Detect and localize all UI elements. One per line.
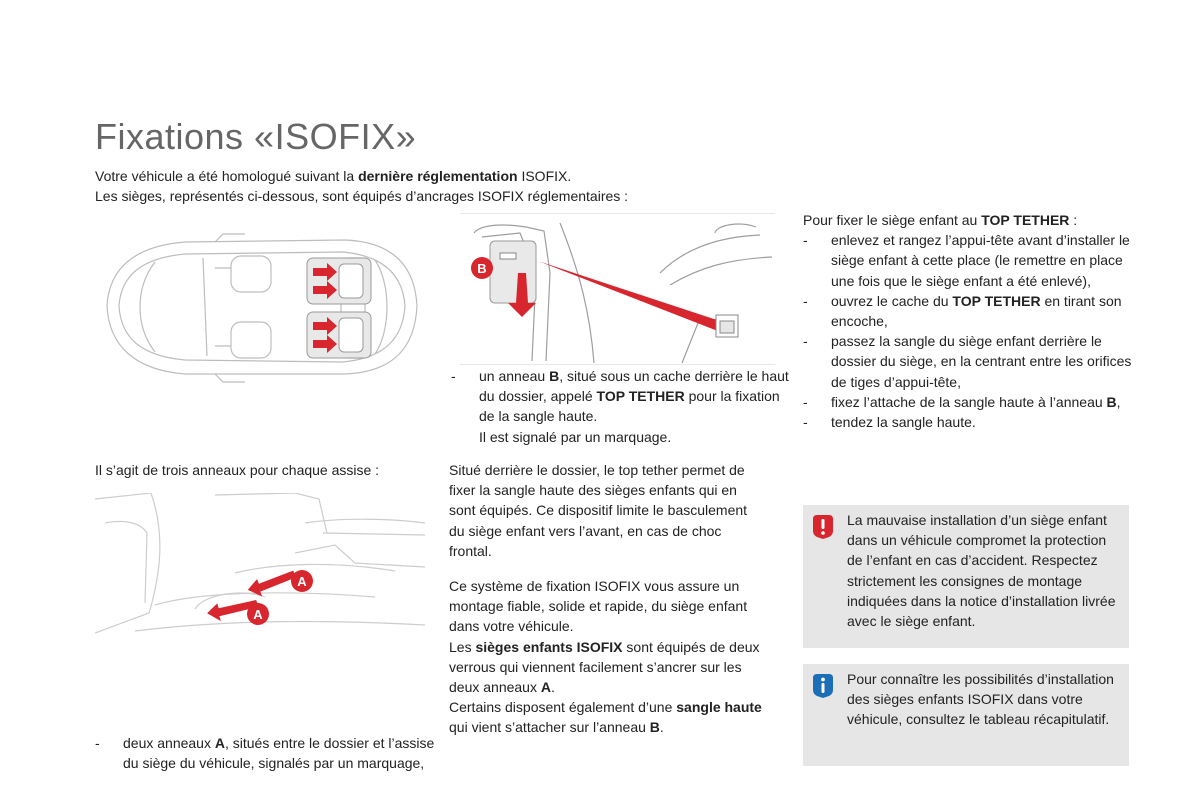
step-item: - enlevez et rangez l’appui-tête avant d’installer le siège enfant à cette place (le remettre en place une fois que le siège enfant a été enlevé), (803, 232, 1130, 289)
seat-rings-illustration (95, 493, 425, 641)
info-icon (813, 674, 833, 698)
page-title: Fixations «ISOFIX» (95, 116, 417, 157)
step-item: - passez la sangle du siège enfant derrière le dossier du siège, en la centrant entre les orifices de tiges d’appui-tête, (803, 333, 1132, 390)
top-tether-steps (803, 210, 1133, 432)
three-rings-text: Il s’agit de trois anneaux pour chaque assise : (95, 462, 380, 478)
warning-text: La mauvaise installation d’un siège enfant dans un véhicule compromet la protection de l’enfant en cas d’accident. Respectez strictement les consignes de montage indiquées dans la notice d’installation livrée avec le siège enfant. (847, 512, 1116, 630)
step-item: - fixez l’attache de la sangle haute à l’anneau B, (803, 393, 1121, 410)
isofix-system-text: Ce système de fixation ISOFIX vous assure un montage fiable, solide et rapide, du siège enfant dans votre véhicule. Les sièges enfants ISOFIX sont équipés de deux verrous qui viennent facilement s’ancrer sur les deux anneaux A. Certains disposent également d’une sangle haute qui vient s’attacher sur l’anneau B. (449, 578, 762, 736)
step-item: - ouvrez le cache du TOP TETHER en tirant son encoche, (803, 292, 1122, 330)
car-top-view-illustration (95, 228, 425, 388)
ring-a-label-2: A (253, 607, 263, 622)
ring-a-label: A (297, 574, 307, 589)
intro-text: Votre véhicule a été homologué suivant la dernière réglementation ISOFIX. Les sièges, représentés ci-dessous, sont équipés d’ancrages ISOFIX réglementaires : (95, 168, 629, 204)
info-text: Pour connaître les possibilités d’installation des sièges enfants ISOFIX dans votre véhicule, consultez le tableau récapitulatif. (847, 671, 1114, 728)
ring-b-label: B (477, 261, 487, 276)
step-item: - tendez la sangle haute. (803, 414, 976, 431)
warning-box (803, 505, 1129, 648)
top-tether-illustration (460, 213, 775, 365)
top-tether-explanation: Situé derrière le dossier, le top tether permet de fixer la sangle haute des sièges enfants qui en sont équipés. Ce dispositif limite le basculement du siège enfant vers l’avant, en cas de choc frontal. (449, 462, 748, 559)
ring-b-description: - un anneau B, situé sous un cache derrière le haut du dossier, appelé TOP TETHER pour la fixation de la sangle haute. Il est signalé par un marquage. (451, 368, 789, 445)
rings-a-description: - deux anneaux A, situés entre le dossier et l’assise du siège du véhicule, signalés par un marquage, (95, 734, 435, 772)
info-box (803, 664, 1129, 766)
steps-heading: Pour fixer le siège enfant au TOP TETHER : (803, 212, 1078, 228)
warning-icon (813, 515, 833, 539)
